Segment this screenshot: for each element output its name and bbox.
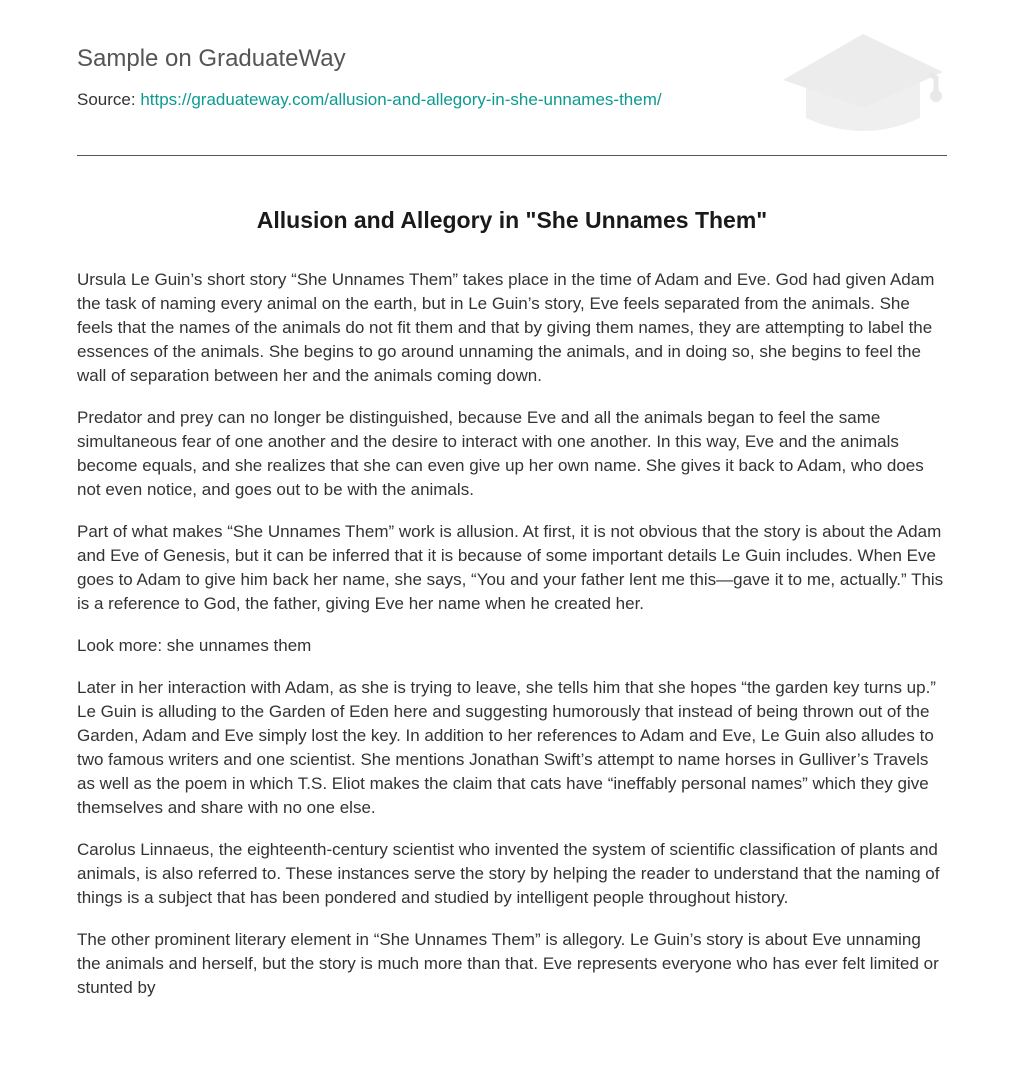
header-divider [77, 155, 947, 156]
tassel-ball [930, 90, 942, 102]
source-label: Source: [77, 90, 136, 109]
site-title: Sample on GraduateWay [77, 45, 346, 72]
source-line [77, 89, 662, 111]
paragraph: Later in her interaction with Adam, as she is trying to leave, she tells him that she hopes “the garden key turns up.” Le Guin is alluding to the Garden of Eden here and suggesting humorously that instead of being thrown out of the Garden, Adam and Eve simply lost the key. In addition to her references to Adam and Eve, Le Guin also alludes to two famous writers and one scientist. She mentions Jonathan Swift’s attempt to name horses in Gulliver’s Travels as well as the poem in which T.S. Eliot makes the claim that cats have “ineffably personal names” which they give themselves and share with no one else. [77, 678, 936, 817]
article-title: Allusion and Allegory in "She Unnames Them" [256, 207, 768, 233]
paragraph: Ursula Le Guin’s short story “She Unnames Them” takes place in the time of Adam and Eve. God had given Adam the task of naming every animal on the earth, but in Le Guin’s story, Eve feels separated from the animals. She feels that the names of the animals do not fit them and that by giving them names, they are attempting to label the essences of the animals. She begins to go around unnaming the animals, and in doing so, she begins to feel the wall of separation between her and the animals coming down. [77, 270, 935, 385]
look-more-paragraph: Look more: she unnames them [77, 636, 312, 655]
page-header [77, 0, 947, 156]
paragraph: Carolus Linnaeus, the eighteenth-century scientist who invented the system of scientific classification of plants and animals, is also referred to. These instances serve the story by helping the reader to understand that the naming of things is a subject that has been pondered and studied by intelligent people throughout history. [77, 840, 940, 907]
paragraph: Predator and prey can no longer be distinguished, because Eve and all the animals began to feel the same simultaneous fear of one another and the desire to interact with one another. In this way, Eve and the animals become equals, and she realizes that she can even give up her own name. She gives it back to Adam, who does not even notice, and goes out to be with the animals. [77, 408, 924, 499]
tassel-cord [930, 74, 936, 92]
graduation-cap-icon [780, 30, 946, 134]
paragraph: The other prominent literary element in “She Unnames Them” is allegory. Le Guin’s story is about Eve unnaming the animals and herself, but the story is much more than that. Eve represents everyone who has ever felt limited or stunted by [77, 930, 939, 997]
paragraph: Part of what makes “She Unnames Them” work is allusion. At first, it is not obvious that the story is about the Adam and Eve of Genesis, but it can be inferred that it is because of some important details Le Guin includes. When Eve goes to Adam to give him back her name, she says, “You and your father lent me this—gave it to me, actually.” This is a reference to God, the father, giving Eve her name when he created her. [77, 522, 944, 613]
article-body [77, 268, 949, 1018]
source-link[interactable]: https://graduateway.com/allusion-and-allegory-in-she-unnames-them/ [140, 90, 662, 109]
